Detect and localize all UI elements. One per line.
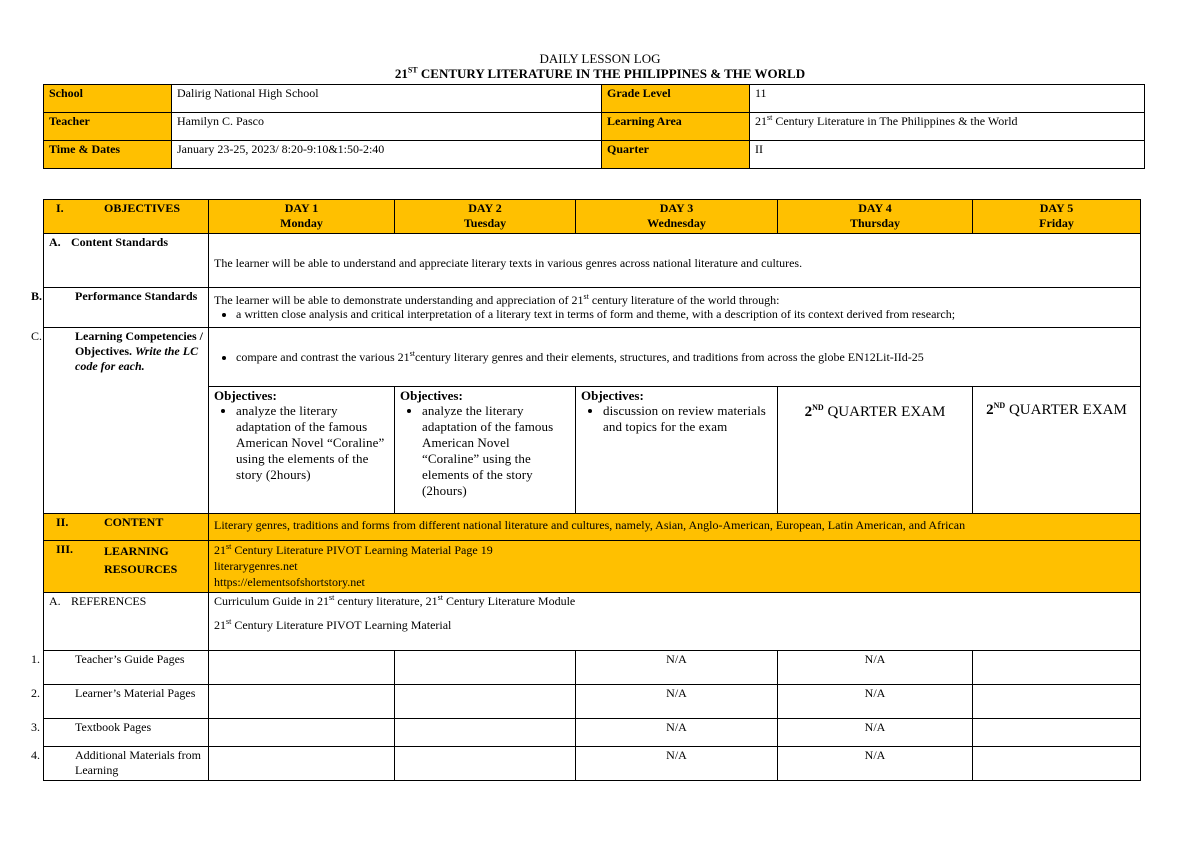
school-value: Dalirig National High School — [172, 85, 602, 113]
day4-cell: N/A — [778, 651, 973, 685]
day3-cell: N/A — [576, 685, 778, 719]
competencies-text: • compare and contrast the various 21stcentury literary genres and their elements, structures, and traditions from across the globe EN12Lit-IId-25 — [209, 328, 1141, 387]
performance-standards-bullet: • a written close analysis and critical interpretation of a literary text in terms of form and theme, with a description of its context derived from research; — [236, 307, 1135, 321]
teacher-value: Hamilyn C. Pasco — [172, 113, 602, 141]
competencies-row — [44, 328, 1141, 387]
day1-objectives: Objectives: • analyze the literary adaptation of the famous American Novel “Coraline” using the elements of the story (2hours) — [209, 387, 395, 514]
content-row — [44, 514, 1141, 541]
day4-exam: 2ND QUARTER EXAM — [778, 387, 973, 514]
info-row-time — [44, 141, 1145, 169]
day4-cell: N/A — [778, 747, 973, 781]
teachers-guide-row — [44, 651, 1141, 685]
elements-of-short-story-link: https://elementsofshortstory.net — [214, 575, 365, 589]
learning-area-label: Learning Area — [602, 113, 750, 141]
row-label: 1. Teacher’s Guide Pages — [44, 651, 209, 685]
objectives-header: I. OBJECTIVES — [44, 200, 209, 234]
grade-level-value: 11 — [750, 85, 1145, 113]
references-text: Curriculum Guide in 21st century literature, 21st Century Literature Module 21st Century Literature PIVOT Learning Material — [209, 593, 1141, 651]
day3-objectives: Objectives: • discussion on review materials and topics for the exam — [576, 387, 778, 514]
day5-header: DAY 5 Friday — [973, 200, 1141, 234]
day1-header: DAY 1 Monday — [209, 200, 395, 234]
daily-objectives-row — [44, 387, 1141, 514]
performance-standards-label: B. Performance Standards — [44, 288, 209, 328]
performance-standards-text: The learner will be able to demonstrate understanding and appreciation of 21st century literature of the world through: • a written close analysis and critical interpretation of a literary text in terms of form and theme, with a description of its context derived from research; — [209, 288, 1141, 328]
learning-resources-label: III. LEARNING RESOURCES — [44, 541, 209, 593]
additional-materials-row — [44, 747, 1141, 781]
day3-cell: N/A — [576, 651, 778, 685]
content-standards-label: A. Content Standards — [44, 234, 209, 288]
day3-cell: N/A — [576, 747, 778, 781]
objectives-header-row — [44, 200, 1141, 234]
row-label: 2. Learner’s Material Pages — [44, 685, 209, 719]
performance-standards-row — [44, 288, 1141, 328]
info-table — [43, 84, 1145, 169]
day4-cell: N/A — [778, 685, 973, 719]
references-label: A. REFERENCES — [44, 593, 209, 651]
textbook-pages-row — [44, 719, 1141, 747]
references-row — [44, 593, 1141, 651]
learning-resources-row — [44, 541, 1141, 593]
day4-cell: N/A — [778, 719, 973, 747]
info-row-teacher — [44, 113, 1145, 141]
grade-level-label: Grade Level — [602, 85, 750, 113]
day2-header: DAY 2 Tuesday — [395, 200, 576, 234]
competencies-label: C. Learning Competencies / Objectives. Write the LC code for each. — [44, 328, 209, 514]
day2-objectives: Objectives: • analyze the literary adaptation of the famous American Novel “Coraline” using the elements of the story (2hours) — [395, 387, 576, 514]
learners-material-row — [44, 685, 1141, 719]
content-standards-text: The learner will be able to understand and appreciate literary texts in various genres across national literature and cultures. — [209, 234, 1141, 288]
school-label: School — [44, 85, 172, 113]
time-dates-label: Time & Dates — [44, 141, 172, 169]
info-row-school — [44, 85, 1145, 113]
content-label: II. CONTENT — [44, 514, 209, 541]
document-title: DAILY LESSON LOG — [539, 51, 661, 66]
lesson-log-table — [31, 199, 1141, 781]
day4-header: DAY 4 Thursday — [778, 200, 973, 234]
row-label: 4. Additional Materials from Learning — [44, 747, 209, 781]
document-subtitle: 21ST CENTURY LITERATURE IN THE PHILIPPINES & THE WORLD — [394, 65, 806, 81]
day3-header: DAY 3 Wednesday — [576, 200, 778, 234]
day5-exam: 2ND QUARTER EXAM — [973, 387, 1141, 514]
learning-resources-text: 21st Century Literature PIVOT Learning Material Page 19 literarygenres.net https://elementsofshortstory.net — [209, 541, 1141, 593]
time-dates-value: January 23-25, 2023/ 8:20-9:10&1:50-2:40 — [172, 141, 602, 169]
teacher-label: Teacher — [44, 113, 172, 141]
learning-area-value: 21st Century Literature in The Philippines & the World — [750, 113, 1145, 141]
quarter-label: Quarter — [602, 141, 750, 169]
row-label: 3. Textbook Pages — [44, 719, 209, 747]
quarter-value: II — [750, 141, 1145, 169]
content-text: Literary genres, traditions and forms from different national literature and cultures, namely, Asian, Anglo-American, European, Latin American, and African — [209, 514, 1141, 541]
content-standards-row — [44, 234, 1141, 288]
day3-cell: N/A — [576, 719, 778, 747]
